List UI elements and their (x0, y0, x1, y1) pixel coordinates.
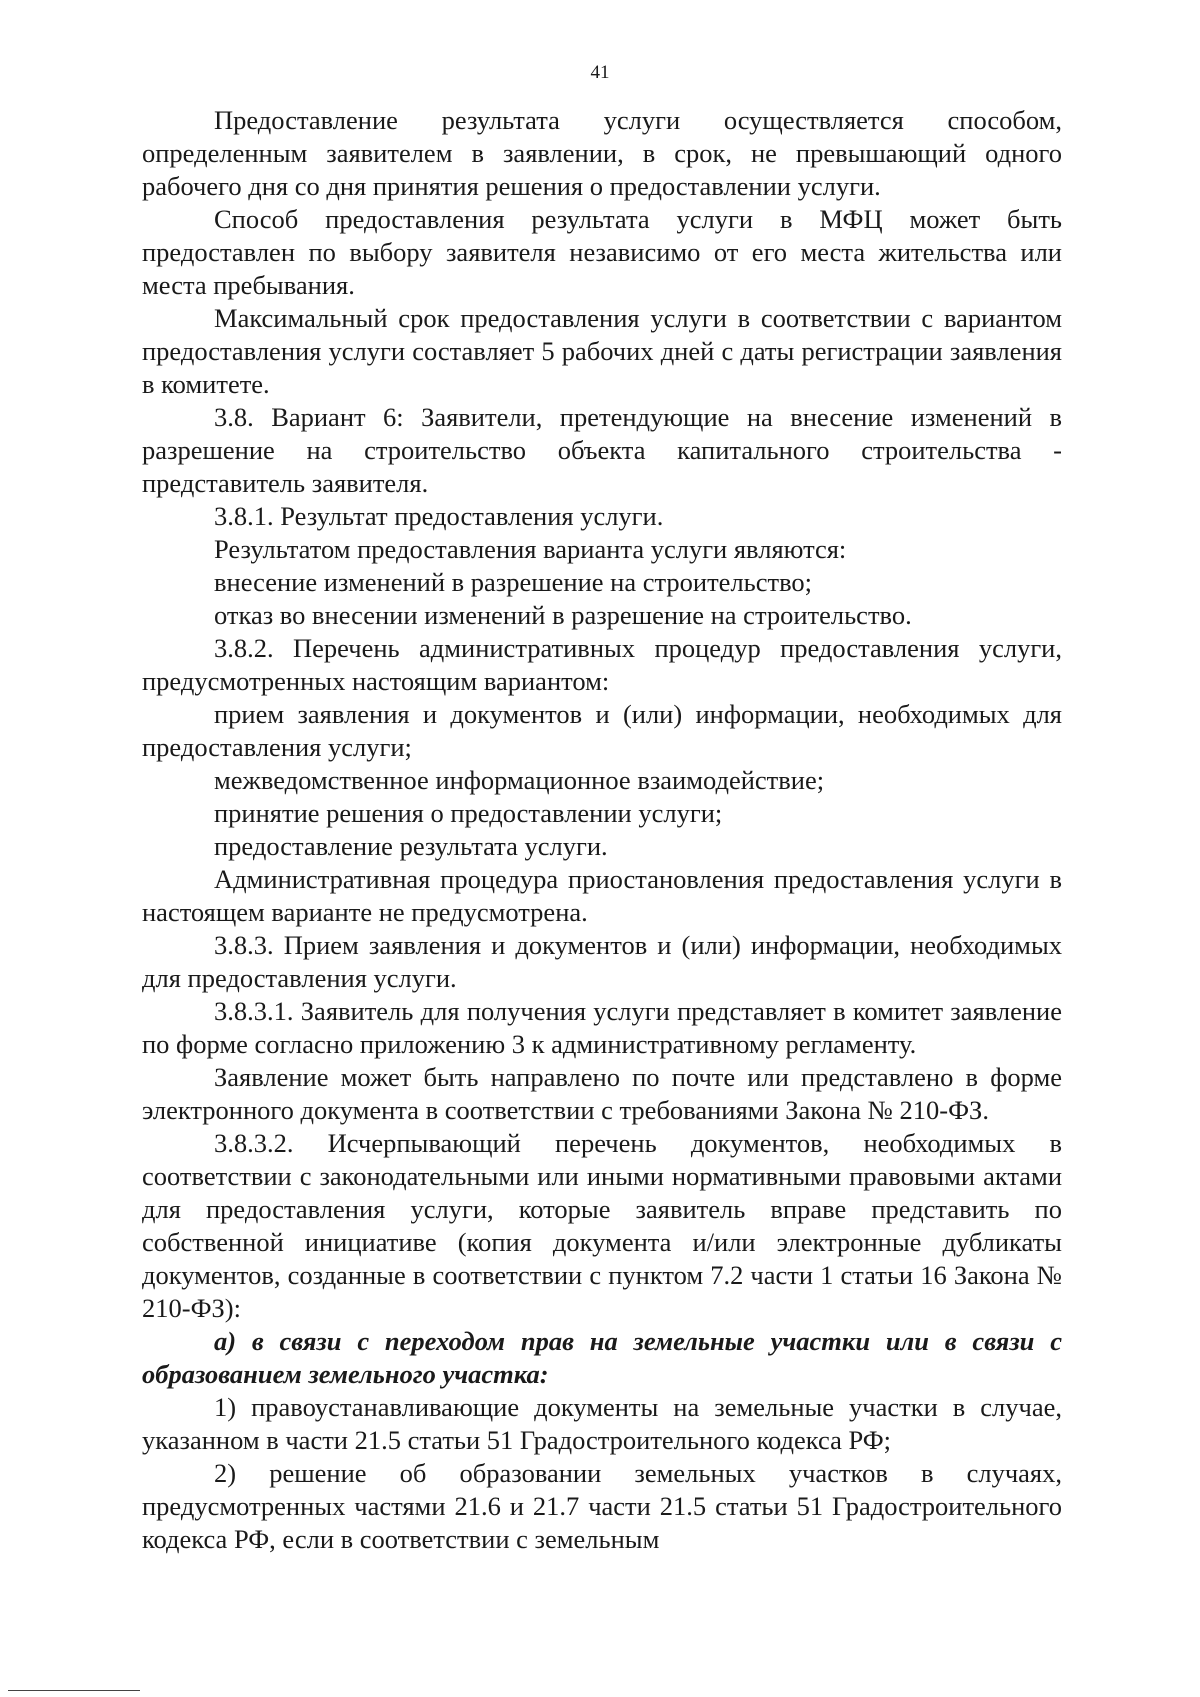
paragraph: внесение изменений в разрешение на строительство; (214, 567, 813, 597)
document-body (142, 104, 1062, 1556)
paragraph: предоставление результата услуги. (214, 831, 608, 861)
paragraph: принятие решения о предоставлении услуги; (214, 798, 723, 828)
footer-divider (8, 1690, 140, 1691)
paragraph: 3.8. Вариант 6: Заявители, претендующие на внесение изменений в разрешение на строительство объекта капитального строительства - представитель заявителя. (142, 402, 1062, 498)
paragraph: Заявление может быть направлено по почте или представлено в форме электронного документа в соответствии с требованиями Закона № 210-ФЗ. (142, 1062, 1062, 1125)
page-number: 41 (590, 62, 610, 83)
paragraph: 3.8.1. Результат предоставления услуги. (214, 501, 664, 531)
paragraph: прием заявления и документов и (или) информации, необходимых для предоставления услуги; (142, 699, 1062, 762)
paragraph: Максимальный срок предоставления услуги в соответствии с вариантом предоставления услуги составляет 5 рабочих дней с даты регистрации заявления в комитете. (142, 303, 1062, 399)
paragraph: отказ во внесении изменений в разрешение на строительство. (214, 600, 912, 630)
paragraph: Предоставление результата услуги осуществляется способом, определенным заявителем в заявлении, в срок, не превышающий одного рабочего дня со дня принятия решения о предоставлении услуги. (142, 105, 1062, 201)
paragraph-bold-italic: а) в связи с переходом прав на земельные участки или в связи с образованием земельного участка: (142, 1326, 1062, 1389)
paragraph: 1) правоустанавливающие документы на земельные участки в случае, указанном в части 21.5 статьи 51 Градостроительного кодекса РФ; (142, 1392, 1062, 1455)
paragraph: 3.8.3.2. Исчерпывающий перечень документов, необходимых в соответствии с законодательными или иными нормативными правовыми актами для предоставления услуги, которые заявитель вправе представить по собственной инициативе (копия документа и/или электронные дубликаты документов, созданные в соответствии с пунктом 7.2 части 1 статьи 16 Закона № 210-ФЗ): (142, 1128, 1062, 1323)
paragraph: Результатом предоставления варианта услуги являются: (214, 534, 847, 564)
paragraph: 3.8.3.1. Заявитель для получения услуги представляет в комитет заявление по форме согласно приложению 3 к административному регламенту. (142, 996, 1062, 1059)
paragraph: 3.8.3. Прием заявления и документов и (или) информации, необходимых для предоставления услуги. (142, 930, 1062, 993)
paragraph: Способ предоставления результата услуги в МФЦ может быть предоставлен по выбору заявителя независимо от его места жительства или места пребывания. (142, 204, 1062, 300)
paragraph: 3.8.2. Перечень административных процедур предоставления услуги, предусмотренных настоящим вариантом: (142, 633, 1062, 696)
paragraph: Административная процедура приостановления предоставления услуги в настоящем варианте не предусмотрена. (142, 864, 1062, 927)
paragraph: 2) решение об образовании земельных участков в случаях, предусмотренных частями 21.6 и 21.7 части 21.5 статьи 51 Градостроительного кодекса РФ, если в соответствии с земельным (142, 1458, 1062, 1554)
paragraph: межведомственное информационное взаимодействие; (214, 765, 825, 795)
